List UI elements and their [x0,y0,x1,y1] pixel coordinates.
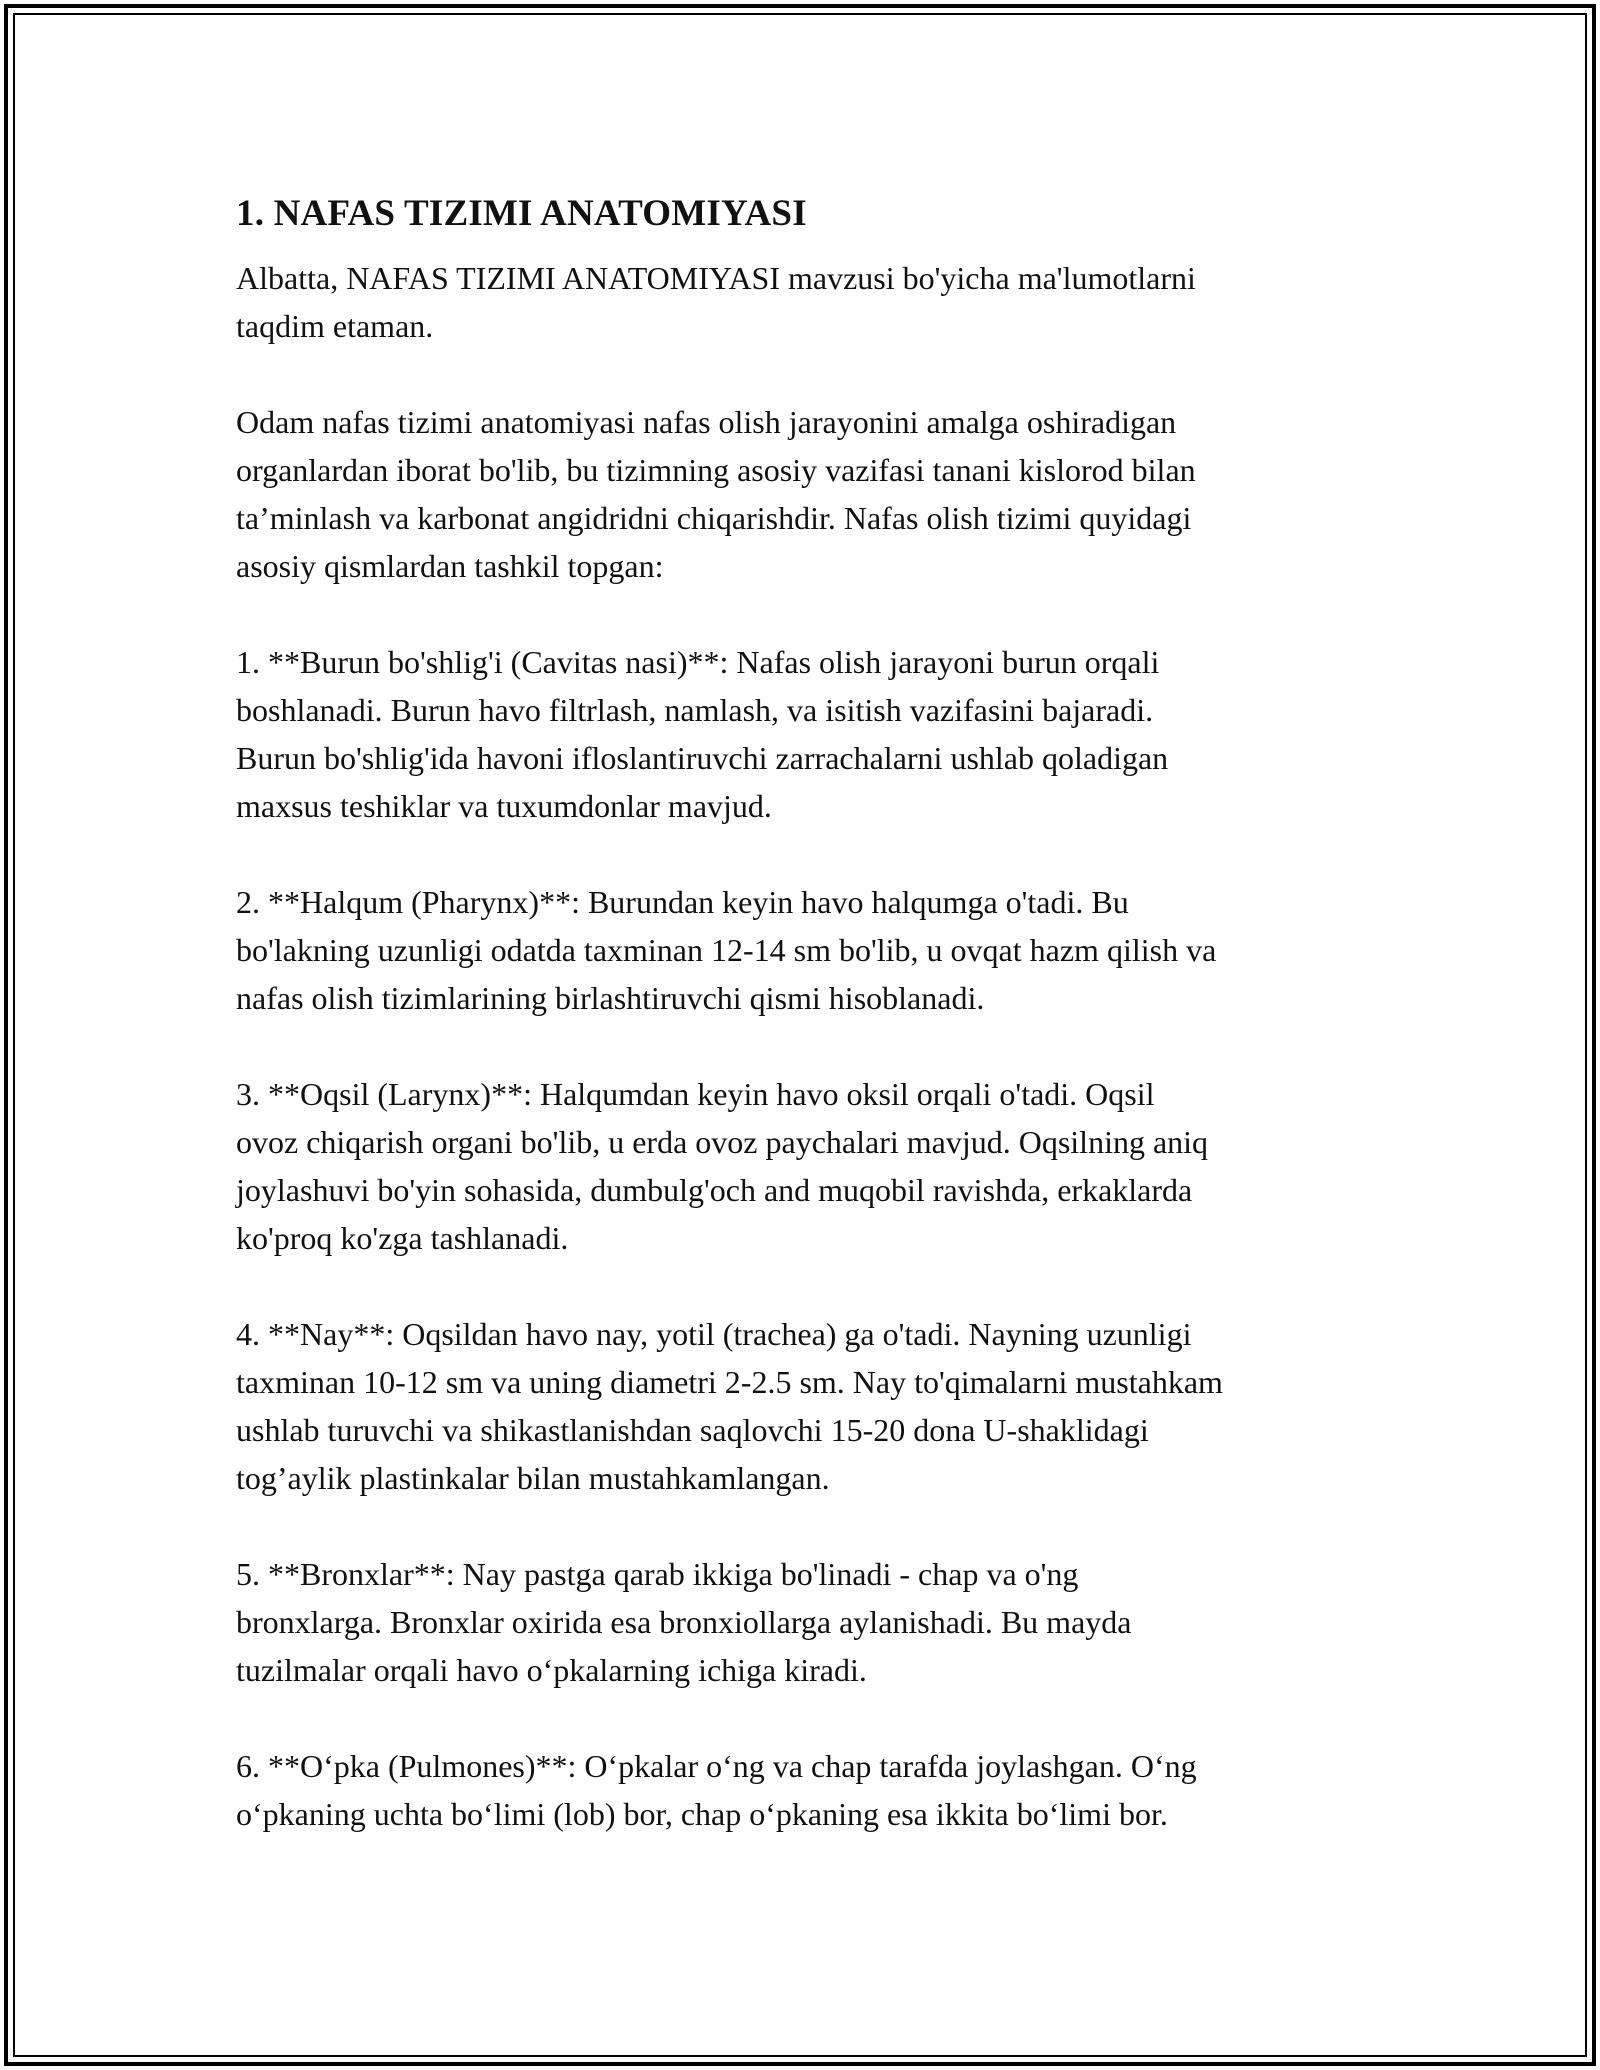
section-nasal-cavity [236,638,1376,830]
text-line: asosiy qismlardan tashkil topgan: [236,548,664,584]
text-line: tuzilmalar orqali havo o‘pkalarning ichiga kiradi. [236,1652,867,1688]
text-line: ko'proq ko'zga tashlanadi. [236,1220,569,1256]
text-line: bronxlarga. Bronxlar oxirida esa bronxiollarga aylanishadi. Bu mayda [236,1604,1132,1640]
text-line: ovoz chiqarish organi bo'lib, u erda ovoz paychalari mavjud. Oqsilning aniq [236,1124,1209,1160]
text-line: 5. **Bronxlar**: Nay pastga qarab ikkiga bo'linadi - chap va o'ng [236,1556,1079,1592]
text-line: 3. **Oqsil (Larynx)**: Halqumdan keyin havo oksil orqali o'tadi. Oqsil [236,1076,1155,1112]
text-line: Burun bo'shlig'ida havoni ifloslantiruvchi zarrachalarni ushlab qoladigan [236,740,1169,776]
document-title: 1. NAFAS TIZIMI ANATOMIYASI [236,193,807,234]
section-trachea [236,1310,1376,1502]
section-larynx [236,1070,1376,1262]
text-line: bo'lakning uzunligi odatda taxminan 12-14 sm bo'lib, u ovqat hazm qilish va [236,932,1217,968]
overview-paragraph [236,398,1376,590]
text-line: Albatta, NAFAS TIZIMI ANATOMIYASI mavzusi bo'yicha ma'lumotlarni [236,260,1196,296]
text-line: nafas olish tizimlarining birlashtiruvchi qismi hisoblanadi. [236,980,985,1016]
section-pharynx [236,878,1376,1022]
section-bronchi [236,1550,1376,1694]
text-line: tog’aylik plastinkalar bilan mustahkamlangan. [236,1460,830,1496]
text-line: taqdim etaman. [236,308,434,344]
text-line: 2. **Halqum (Pharynx)**: Burundan keyin havo halqumga o'tadi. Bu [236,884,1129,920]
text-line: Odam nafas tizimi anatomiyasi nafas olish jarayonini amalga oshiradigan [236,404,1177,440]
text-line: 6. **O‘pka (Pulmones)**: O‘pkalar o‘ng va chap tarafda joylashgan. O‘ng [236,1748,1197,1784]
intro-paragraph [236,254,1376,350]
text-line: o‘pkaning uchta bo‘limi (lob) bor, chap o‘pkaning esa ikkita bo‘limi bor. [236,1796,1168,1832]
text-line: organlardan iborat bo'lib, bu tizimning asosiy vazifasi tanani kislorod bilan [236,452,1196,488]
text-line: ushlab turuvchi va shikastlanishdan saqlovchi 15-20 dona U-shaklidagi [236,1412,1149,1448]
section-lungs [236,1742,1376,1838]
text-line: 4. **Nay**: Oqsildan havo nay, yotil (trachea) ga o'tadi. Nayning uzunligi [236,1316,1192,1352]
text-line: taxminan 10-12 sm va uning diametri 2-2.5 sm. Nay to'qimalarni mustahkam [236,1364,1223,1400]
text-line: maxsus teshiklar va tuxumdonlar mavjud. [236,788,772,824]
document-body [236,188,1376,1886]
text-line: boshlanadi. Burun havo filtrlash, namlash, va isitish vazifasini bajaradi. [236,692,1154,728]
text-line: ta’minlash va karbonat angidridni chiqarishdir. Nafas olish tizimi quyidagi [236,500,1192,536]
text-line: 1. **Burun bo'shlig'i (Cavitas nasi)**: Nafas olish jarayoni burun orqali [236,644,1160,680]
text-line: joylashuvi bo'yin sohasida, dumbulg'och and muqobil ravishda, erkaklarda [236,1172,1193,1208]
